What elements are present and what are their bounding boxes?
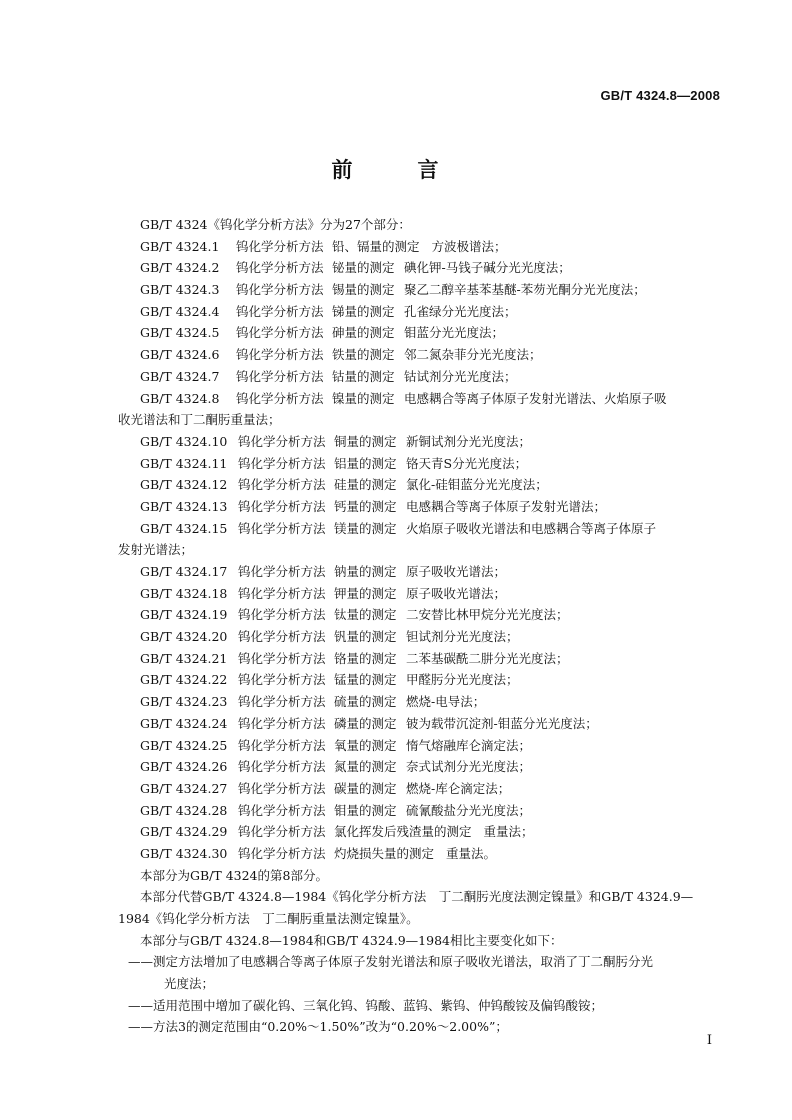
part-code: GB/T 4324.28 — [140, 802, 228, 818]
part-subject: 铅、镉量的测定 — [332, 238, 420, 254]
part-item — [118, 821, 730, 843]
part-technique: 新铜试剂分光光度法； — [406, 433, 532, 449]
part-code: GB/T 4324.26 — [140, 759, 228, 775]
part-technique: 邻二氮杂菲分光光度法； — [404, 347, 542, 363]
part-item-continuation: 收光谱法和丁二酮肟重量法； — [118, 412, 281, 428]
part-subject: 镍量的测定 — [332, 390, 395, 406]
part-method: 钨化学分析方法 — [238, 585, 326, 601]
part-code: GB/T 4324.19 — [140, 607, 228, 623]
part-item — [118, 756, 730, 778]
part-code: GB/T 4324.11 — [140, 455, 228, 471]
para-changes: 本部分与GB/T 4324.8—1984和GB/T 4324.9—1984相比主要变化如下： — [140, 932, 563, 948]
part-item — [118, 518, 730, 540]
part-method: 钨化学分析方法 — [238, 694, 326, 710]
part-item — [118, 735, 730, 757]
part-method: 钨化学分析方法 — [238, 759, 326, 775]
part-technique: 火焰原子吸收光谱法和电感耦合等离子体原子 — [406, 520, 657, 536]
part-subject: 铁量的测定 — [332, 347, 395, 363]
part-technique: 重量法。 — [446, 845, 497, 861]
part-technique: 钼蓝分光光度法； — [404, 325, 505, 341]
part-code: GB/T 4324.25 — [140, 737, 228, 753]
foreword-body — [118, 214, 730, 1038]
part-code: GB/T 4324.1 — [140, 238, 220, 254]
part-code: GB/T 4324.13 — [140, 498, 228, 514]
part-subject: 钠量的测定 — [334, 564, 397, 579]
part-item — [118, 561, 730, 583]
part-method: 钨化学分析方法 — [238, 672, 326, 688]
part-subject: 锑量的测定 — [332, 303, 395, 319]
part-technique: 电感耦合等离子体原子发射光谱法、火焰原子吸 — [404, 390, 667, 406]
part-item — [118, 604, 730, 626]
part-subject: 灼烧损失量的测定 — [334, 845, 435, 861]
part-technique: 奈式试剂分光光度法； — [406, 759, 532, 775]
part-method: 钨化学分析方法 — [238, 433, 326, 449]
part-code: GB/T 4324.24 — [140, 715, 228, 731]
part-code: GB/T 4324.23 — [140, 694, 228, 710]
part-code: GB/T 4324.15 — [140, 520, 228, 536]
part-method: 钨化学分析方法 — [238, 607, 326, 623]
part-item — [118, 778, 730, 800]
parts-list — [118, 236, 730, 865]
part-item — [118, 691, 730, 713]
part-code: GB/T 4324.17 — [140, 564, 228, 579]
part-code: GB/T 4324.8 — [140, 390, 220, 406]
part-subject: 碳量的测定 — [334, 780, 397, 796]
part-subject: 硅量的测定 — [334, 477, 397, 493]
part-method: 钨化学分析方法 — [238, 650, 326, 666]
part-subject: 铋量的测定 — [332, 260, 395, 276]
part-method: 钨化学分析方法 — [238, 629, 326, 645]
part-item — [118, 648, 730, 670]
part-technique: 燃烧-库仑滴定法； — [406, 780, 511, 796]
change-item-continuation: 光度法； — [164, 976, 215, 992]
part-item — [118, 474, 730, 496]
part-code: GB/T 4324.3 — [140, 282, 220, 298]
page-title: 前 言 — [331, 158, 461, 182]
part-technique: 铬天青S分光光度法； — [406, 455, 528, 471]
part-technique: 聚乙二醇辛基苯基醚-苯芴光酮分光光度法； — [404, 282, 646, 298]
part-item — [118, 301, 730, 323]
part-method: 钨化学分析方法 — [236, 325, 324, 341]
part-technique: 方波极谱法； — [431, 238, 507, 254]
part-method: 钨化学分析方法 — [236, 282, 324, 298]
part-technique: 硫氰酸盐分光光度法； — [406, 802, 532, 818]
part-subject: 砷量的测定 — [332, 325, 395, 341]
part-method: 钨化学分析方法 — [238, 824, 326, 840]
part-subject: 镁量的测定 — [334, 520, 397, 536]
part-item — [118, 236, 730, 258]
part-technique: 电感耦合等离子体原子发射光谱法； — [406, 498, 607, 514]
part-code: GB/T 4324.5 — [140, 325, 220, 341]
para-part8: 本部分为GB/T 4324的第8部分。 — [140, 867, 328, 883]
part-method: 钨化学分析方法 — [236, 303, 324, 319]
part-technique: 二苯基碳酰二肼分光光度法； — [406, 650, 569, 666]
part-technique: 钽试剂分光光度法； — [406, 629, 519, 645]
part-code: GB/T 4324.22 — [140, 672, 228, 688]
part-method: 钨化学分析方法 — [236, 347, 324, 363]
part-method: 钨化学分析方法 — [238, 498, 326, 514]
part-technique: 燃烧-电导法； — [406, 694, 486, 710]
change-item: ——适用范围中增加了碳化钨、三氧化钨、钨酸、蓝钨、紫钨、仲钨酸铵及偏钨酸铵； — [128, 997, 604, 1013]
part-code: GB/T 4324.10 — [140, 433, 228, 449]
part-code: GB/T 4324.27 — [140, 780, 228, 796]
part-subject: 钛量的测定 — [334, 607, 397, 623]
part-item — [118, 843, 730, 865]
part-technique: 铍为载带沉淀剂-钼蓝分光光度法； — [406, 715, 598, 731]
part-item-continuation: 发射光谱法； — [118, 542, 194, 558]
part-subject: 铜量的测定 — [334, 433, 397, 449]
standard-code: GB/T 4324.8—2008 — [600, 88, 720, 103]
part-subject: 钙量的测定 — [334, 498, 397, 514]
part-subject: 钼量的测定 — [334, 802, 397, 818]
part-item — [118, 583, 730, 605]
part-code: GB/T 4324.21 — [140, 650, 228, 666]
part-item — [118, 431, 730, 453]
part-item — [118, 366, 730, 388]
part-item — [118, 388, 730, 410]
part-method: 钨化学分析方法 — [238, 802, 326, 818]
part-method: 钨化学分析方法 — [238, 715, 326, 731]
part-item — [118, 257, 730, 279]
part-item — [118, 800, 730, 822]
para-replace-line2: 1984《钨化学分析方法 丁二酮肟重量法测定镍量》。 — [118, 911, 419, 926]
part-item — [118, 322, 730, 344]
part-technique: 惰气熔融库仑滴定法； — [406, 737, 532, 753]
part-method: 钨化学分析方法 — [236, 368, 324, 384]
part-method: 钨化学分析方法 — [238, 780, 326, 796]
part-subject: 硫量的测定 — [334, 694, 397, 710]
part-item — [118, 453, 730, 475]
para-replace-line1: 本部分代替GB/T 4324.8—1984《钨化学分析方法 丁二酮肟光度法测定镍量》和GB/T 4324.9— — [140, 889, 694, 905]
part-method: 钨化学分析方法 — [238, 564, 326, 579]
part-subject: 钾量的测定 — [334, 585, 397, 601]
part-subject: 氮量的测定 — [334, 759, 397, 775]
part-method: 钨化学分析方法 — [236, 260, 324, 276]
part-code: GB/T 4324.20 — [140, 629, 228, 645]
part-item — [118, 713, 730, 735]
part-code: GB/T 4324.7 — [140, 368, 220, 384]
part-method: 钨化学分析方法 — [238, 737, 326, 753]
part-method: 钨化学分析方法 — [236, 390, 324, 406]
part-code: GB/T 4324.4 — [140, 303, 220, 319]
part-subject: 钴量的测定 — [332, 368, 395, 384]
part-subject: 钒量的测定 — [334, 629, 397, 645]
intro-line: GB/T 4324《钨化学分析方法》分为27个部分： — [140, 217, 411, 232]
part-subject: 铝量的测定 — [334, 455, 397, 471]
part-technique: 原子吸收光谱法； — [406, 564, 507, 579]
part-technique: 碘化钾-马钱子碱分光光度法； — [404, 260, 571, 276]
part-technique: 原子吸收光谱法； — [406, 585, 507, 601]
part-subject: 锡量的测定 — [332, 282, 395, 298]
part-code: GB/T 4324.12 — [140, 477, 228, 493]
part-technique: 孔雀绿分光光度法； — [404, 303, 517, 319]
part-subject: 铬量的测定 — [334, 650, 397, 666]
change-item: ——方法3的测定范围由“0.20%～1.50%”改为“0.20%～2.00%”； — [128, 1019, 508, 1035]
part-subject: 锰量的测定 — [334, 672, 397, 688]
part-technique: 氯化-硅钼蓝分光光度法； — [406, 477, 548, 493]
part-technique: 甲醛肟分光光度法； — [406, 672, 519, 688]
part-technique: 重量法； — [483, 824, 534, 840]
part-method: 钨化学分析方法 — [238, 477, 326, 493]
part-technique: 钴试剂分光光度法； — [404, 368, 517, 384]
part-item — [118, 496, 730, 518]
part-item — [118, 669, 730, 691]
part-method: 钨化学分析方法 — [238, 520, 326, 536]
part-code: GB/T 4324.6 — [140, 347, 220, 363]
part-subject: 磷量的测定 — [334, 715, 397, 731]
part-code: GB/T 4324.18 — [140, 585, 228, 601]
part-item — [118, 344, 730, 366]
part-code: GB/T 4324.30 — [140, 845, 228, 861]
part-method: 钨化学分析方法 — [238, 455, 326, 471]
part-method: 钨化学分析方法 — [236, 238, 324, 254]
part-method: 钨化学分析方法 — [238, 845, 326, 861]
part-subject: 氯化挥发后残渣量的测定 — [334, 824, 472, 840]
part-code: GB/T 4324.29 — [140, 824, 228, 840]
part-item — [118, 279, 730, 301]
changes-list — [118, 951, 730, 1038]
part-technique: 二安替比林甲烷分光光度法； — [406, 607, 569, 623]
part-item — [118, 626, 730, 648]
part-subject: 氧量的测定 — [334, 737, 397, 753]
part-code: GB/T 4324.2 — [140, 260, 220, 276]
change-item: ——测定方法增加了电感耦合等离子体原子发射光谱法和原子吸收光谱法，取消了丁二酮肟分光 — [128, 954, 654, 970]
page-number: I — [706, 1033, 712, 1048]
